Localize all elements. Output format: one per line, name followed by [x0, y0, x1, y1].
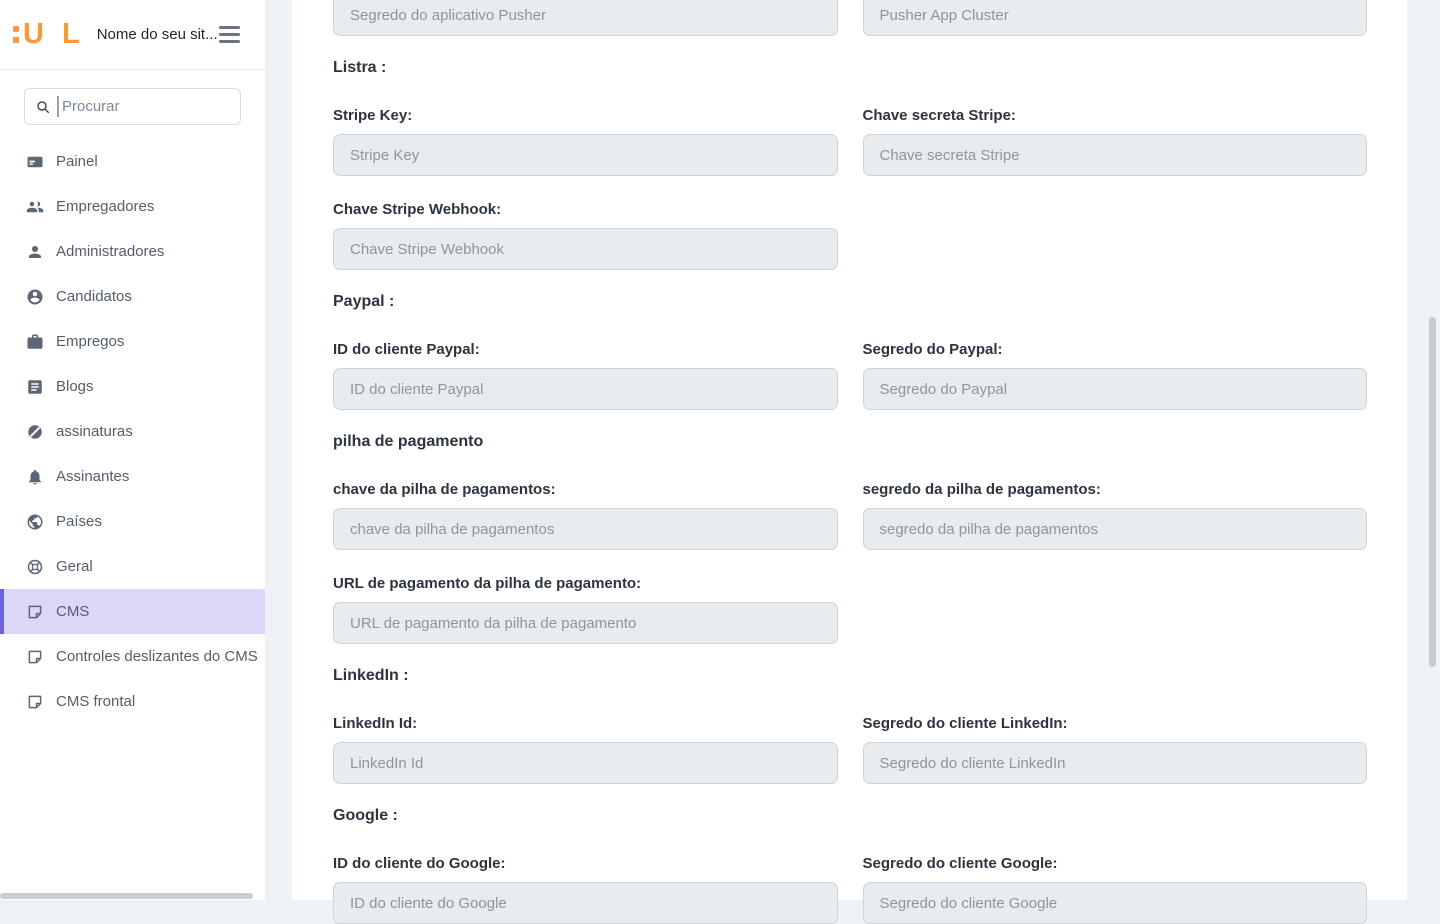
site-logo[interactable] [13, 20, 85, 49]
subscriptions-icon [26, 423, 44, 441]
google-secret-label: Segredo do cliente Google: [862, 855, 1058, 872]
main-content [292, 0, 1407, 900]
logo-mark-icon [13, 26, 19, 43]
linkedin-id-label: LinkedIn Id: [333, 715, 418, 732]
paypal-client-id-input[interactable] [333, 368, 838, 410]
sidebar-item-painel[interactable] [0, 139, 265, 184]
sidebar-item-assinaturas[interactable] [0, 409, 265, 454]
sidebar-item-geral[interactable] [0, 544, 265, 589]
sidebar-item-label: CMS [56, 603, 90, 620]
paystack-url-input[interactable] [333, 602, 838, 644]
sidebar-item-empregos[interactable] [0, 319, 265, 364]
paypal-secret-input[interactable] [863, 368, 1368, 410]
dashboard-icon [26, 153, 44, 171]
subscribers-bell-icon [26, 468, 44, 486]
google-section-heading: Google : [333, 807, 398, 824]
sidebar-item-controles-deslizantes-cms[interactable] [0, 634, 265, 679]
sidebar-item-candidatos[interactable] [0, 274, 265, 319]
hamburger-menu-icon[interactable] [219, 26, 240, 43]
google-client-id-input[interactable] [333, 882, 838, 924]
search-input[interactable] [62, 98, 230, 115]
stripe-secret-input[interactable] [863, 134, 1368, 176]
linkedin-secret-label: Segredo do cliente LinkedIn: [862, 715, 1068, 732]
paystack-key-input[interactable] [333, 508, 838, 550]
stripe-secret-label: Chave secreta Stripe: [862, 107, 1016, 124]
pusher-app-secret-input[interactable] [333, 0, 838, 36]
sidebar-header [0, 0, 265, 70]
sidebar-item-label: Candidatos [56, 288, 132, 305]
google-client-id-label: ID do cliente do Google: [333, 855, 506, 872]
search-icon [35, 99, 51, 115]
sidebar-item-label: Assinantes [56, 468, 130, 485]
sidebar-item-label: Empregadores [56, 198, 155, 215]
cms-note-icon [26, 648, 44, 666]
sidebar-item-blogs[interactable] [0, 364, 265, 409]
stripe-webhook-input[interactable] [333, 228, 838, 270]
sidebar-item-cms-frontal[interactable] [0, 679, 265, 724]
candidates-icon [26, 288, 44, 306]
sidebar-item-assinantes[interactable] [0, 454, 265, 499]
paypal-section-heading: Paypal : [333, 293, 395, 310]
stripe-webhook-label: Chave Stripe Webhook: [333, 201, 502, 218]
sidebar-nav [0, 139, 265, 724]
jobs-icon [26, 333, 44, 351]
sidebar-item-label: Geral [56, 558, 93, 575]
linkedin-section-heading: LinkedIn : [333, 667, 409, 684]
stripe-section-heading: Listra : [333, 59, 387, 76]
general-settings-icon [26, 558, 44, 576]
text-caret [57, 96, 59, 117]
google-secret-input[interactable] [863, 882, 1368, 924]
horizontal-scrollbar-thumb[interactable] [0, 893, 253, 899]
paystack-secret-label: segredo da pilha de pagamentos: [862, 481, 1101, 498]
paypal-secret-label: Segredo do Paypal: [862, 341, 1003, 358]
countries-globe-icon [26, 513, 44, 531]
sidebar-item-label: Blogs [56, 378, 94, 395]
sidebar-item-cms[interactable] [0, 589, 265, 634]
sidebar-item-label: Países [56, 513, 102, 530]
sidebar-item-administradores[interactable] [0, 229, 265, 274]
paystack-secret-input[interactable] [863, 508, 1368, 550]
sidebar-item-label: Painel [56, 153, 98, 170]
sidebar-item-label: Empregos [56, 333, 125, 350]
pusher-app-cluster-input[interactable] [863, 0, 1368, 36]
vertical-scrollbar-thumb[interactable] [1429, 317, 1436, 667]
cms-note-icon [26, 603, 44, 621]
stripe-key-input[interactable] [333, 134, 838, 176]
paystack-key-label: chave da pilha de pagamentos: [333, 481, 556, 498]
sidebar-item-label: CMS frontal [56, 693, 136, 710]
linkedin-secret-input[interactable] [863, 742, 1368, 784]
sidebar-item-paises[interactable] [0, 499, 265, 544]
employers-icon [26, 198, 44, 216]
blogs-icon [26, 378, 44, 396]
sidebar-item-label: assinaturas [56, 423, 133, 440]
cms-note-icon [26, 693, 44, 711]
paystack-url-label: URL de pagamento da pilha de pagamento: [333, 575, 642, 592]
stripe-key-label: Stripe Key: [333, 107, 413, 124]
settings-form [292, 0, 1407, 924]
sidebar-item-label: Administradores [56, 243, 165, 260]
paypal-client-id-label: ID do cliente Paypal: [333, 341, 480, 358]
sidebar [0, 0, 265, 900]
sidebar-item-label: Controles deslizantes do CMS [56, 648, 258, 665]
logo-text: U L [23, 18, 85, 50]
paystack-section-heading: pilha de pagamento [333, 433, 484, 450]
site-name: Nome do seu sit... [96, 26, 218, 43]
linkedin-id-input[interactable] [333, 742, 838, 784]
administrators-icon [26, 243, 44, 261]
sidebar-search [24, 88, 241, 125]
sidebar-item-empregadores[interactable] [0, 184, 265, 229]
